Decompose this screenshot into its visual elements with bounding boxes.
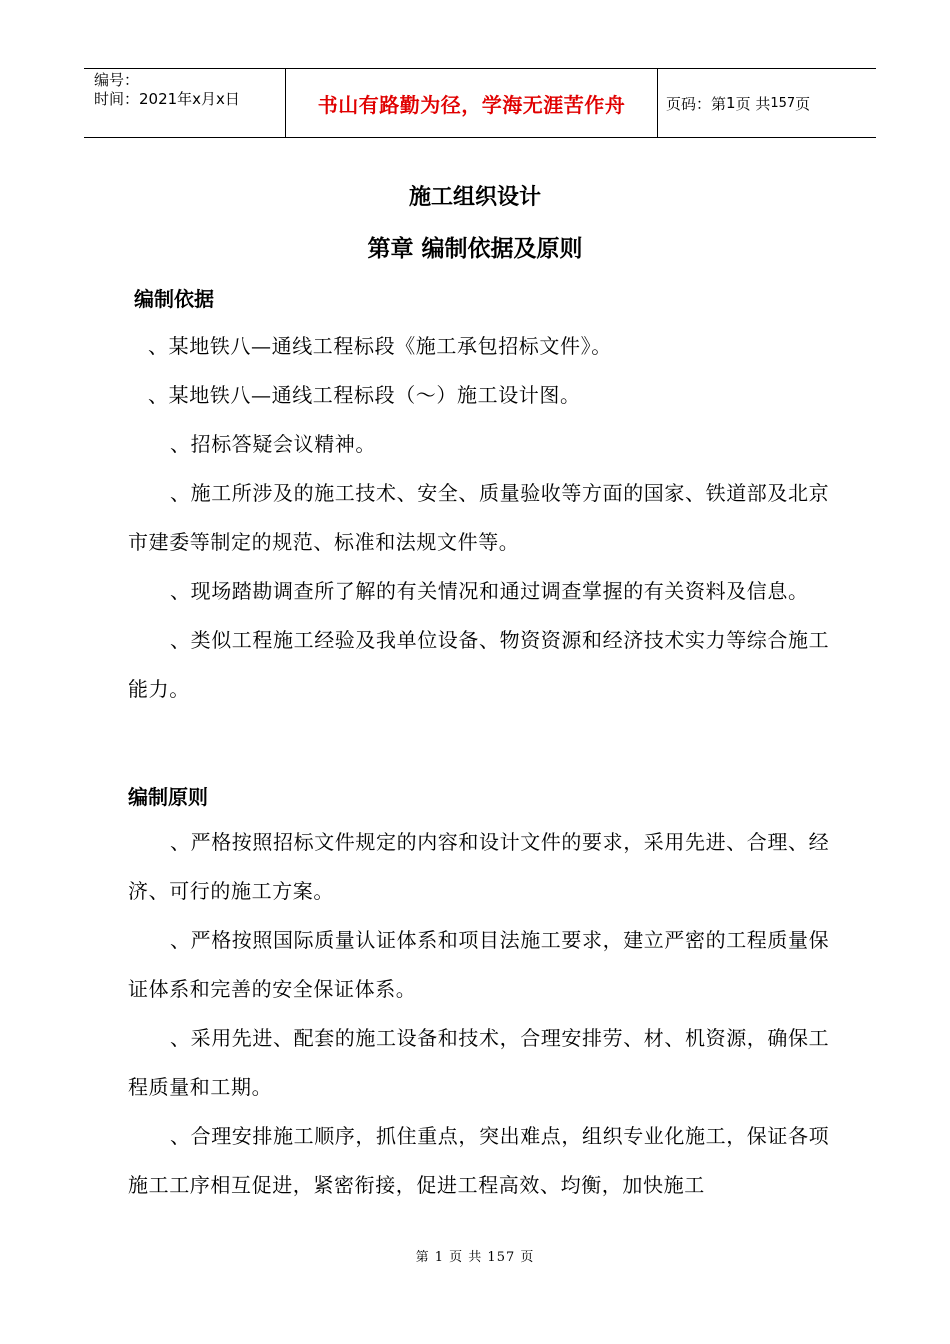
principle-item: 、严格按照国际质量认证体系和项目法施工要求，建立严密的工程质量保证体系和完善的安全保证体系。 (128, 928, 830, 1001)
page-prefix: 页码：第 (666, 94, 727, 113)
principle-item: 、采用先进、配套的施工设备和技术，合理安排劳、材、机资源，确保工程质量和工期。 (128, 1026, 830, 1099)
header-meta (84, 69, 286, 137)
header-page-info (658, 69, 876, 137)
page-number: 1 (726, 94, 736, 112)
page-header (84, 68, 876, 138)
basis-item: 、某地铁八—通线工程标段《施工承包招标文件》。 (148, 334, 612, 358)
document-time: 时间：2021年x月x日 (94, 90, 240, 108)
basis-item: 、招标答疑会议精神。 (170, 432, 376, 456)
section-principles-body (128, 818, 832, 1210)
basis-item: 、现场踏勘调查所了解的有关情况和通过调查掌握的有关资料及信息。 (170, 579, 809, 603)
basis-item: 、类似工程施工经验及我单位设备、物资资源和经济技术实力等综合施工能力。 (128, 628, 830, 701)
page-middle: 页 共 (735, 94, 771, 113)
document-number-label: 编号： (94, 71, 140, 89)
page-total: 157 (770, 95, 796, 111)
basis-item: 、某地铁八—通线工程标段（～）施工设计图。 (148, 383, 581, 407)
section-heading-principles: 编制原则 (128, 785, 208, 809)
section-basis-body (128, 322, 832, 714)
header-motto: 书山有路勤为径，学海无涯苦作舟 (286, 69, 658, 137)
principle-item: 、严格按照招标文件规定的内容和设计文件的要求，采用先进、合理、经济、可行的施工方案。 (128, 830, 830, 903)
chapter-title: 第章 编制依据及原则 (367, 236, 583, 262)
document-title: 施工组织设计 (408, 185, 541, 210)
page-footer: 第 1 页 共 157 页 (415, 1250, 535, 1265)
section-heading-basis: 编制依据 (134, 287, 214, 311)
principle-item: 、合理安排施工顺序，抓住重点，突出难点，组织专业化施工，保证各项施工工序相互促进，紧密衔接，促进工程高效、均衡，加快施工 (128, 1124, 830, 1197)
basis-item: 、施工所涉及的施工技术、安全、质量验收等方面的国家、铁道部及北京市建委等制定的规范、标准和法规文件等。 (128, 481, 830, 554)
page-suffix: 页 (795, 94, 811, 113)
